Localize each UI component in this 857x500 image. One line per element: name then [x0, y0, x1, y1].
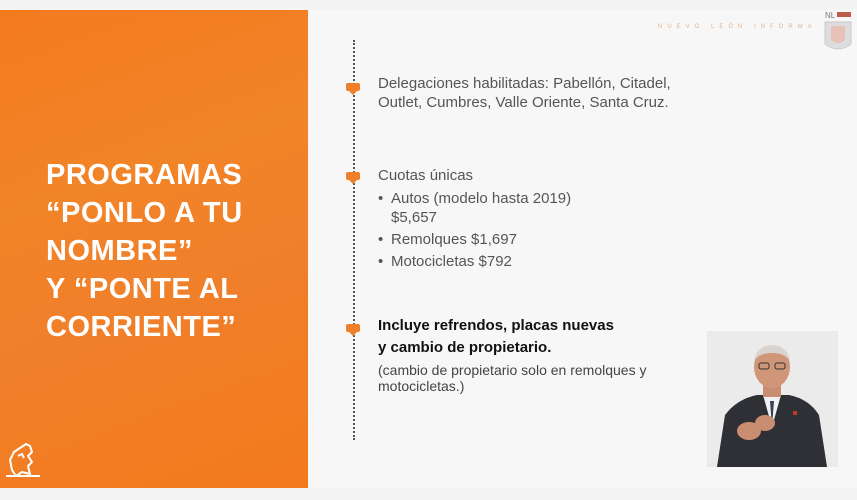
title-line: PROGRAMAS: [46, 159, 243, 191]
fees-heading: Cuotas únicas: [378, 167, 474, 184]
timeline-line: [353, 40, 355, 440]
delegations-text: [378, 74, 798, 112]
fee-label: • Autos (modelo hasta 2019): [391, 190, 572, 207]
note-line: motocicletas.): [378, 378, 465, 394]
note-line: (cambio de propietario solo en remolques y: [378, 362, 647, 378]
timeline-marker-icon: [346, 324, 360, 332]
includes-section: [378, 315, 698, 394]
title-line: CORRIENTE”: [46, 311, 237, 343]
fee-label: • Motocicletas $792: [391, 253, 512, 270]
list-item: [378, 252, 698, 271]
nl-shield-icon: [823, 10, 853, 56]
text-line: Outlet, Cumbres, Valle Oriente, Santa Cruz.: [378, 94, 669, 111]
text-line: Delegaciones habilitadas: Pabellón, Citadel,: [378, 75, 671, 92]
brand-text: NUEVO LEÓN INFORMA: [658, 24, 817, 30]
includes-line: y cambio de propietario.: [378, 339, 552, 356]
includes-line: Incluye refrendos, placas nuevas: [378, 317, 614, 334]
timeline-marker-icon: [346, 172, 360, 180]
timeline-marker-icon: [346, 83, 360, 91]
fee-label: • Remolques $1,697: [391, 231, 517, 248]
title-line: “PONLO A TU: [46, 197, 243, 229]
interpreter-video: [707, 331, 838, 467]
title-line: NOMBRE”: [46, 235, 193, 267]
title-line: Y “PONTE AL: [46, 273, 239, 305]
fees-section: [378, 166, 698, 271]
interpreter-image: [707, 331, 838, 467]
slide-title: [46, 156, 296, 346]
fees-list: [378, 189, 698, 271]
list-item: [378, 189, 698, 227]
list-item: [378, 230, 698, 249]
badge-text: NL: [825, 11, 836, 20]
fee-amount: $5,657: [391, 209, 437, 226]
lion-shield-icon: [4, 436, 42, 480]
